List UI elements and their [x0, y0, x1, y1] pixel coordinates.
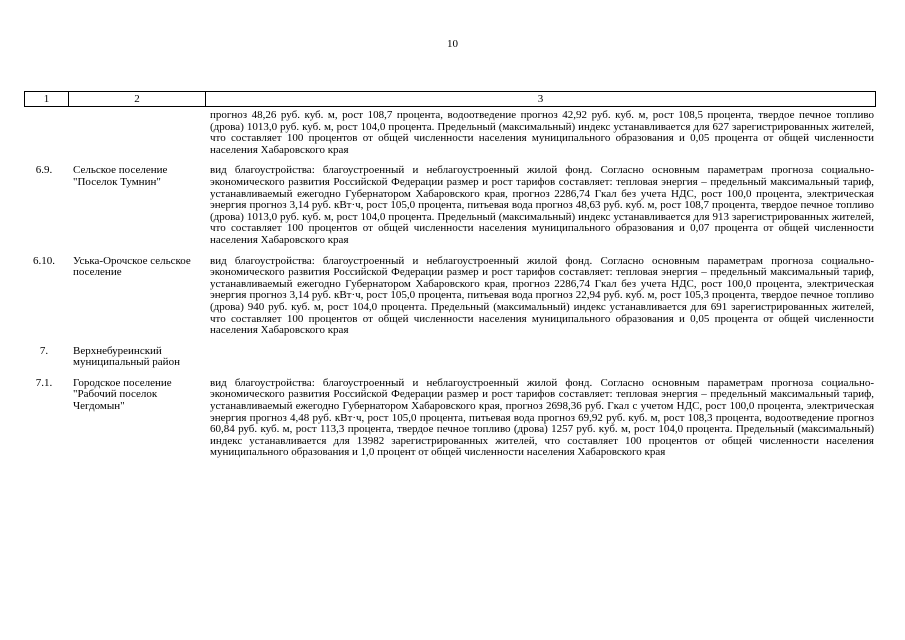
page-number: 10 — [447, 38, 458, 50]
municipality-name: Сельское поселение "Поселок Тумнин" — [73, 164, 168, 188]
row-number — [24, 110, 68, 156]
row-description: прогноз 48,26 руб. куб. м, рост 108,7 процента, водоотведение прогноз 42,92 руб. куб. м, рост 108,5 процента, твердое печное топливо (дрова) 1013,0 руб. куб. м, рост 104,0 процента. Предельный (максимальный) индекс устанавливается для 627 зарегистрированных жителей, что составляет 100 процентов от общей численности населения муниципального образования и 0,05 процента от общей численности населения Хабаровского края — [210, 109, 874, 156]
municipality-name: Верхнебуреинский муниципальный район — [73, 344, 180, 369]
table-row — [24, 378, 876, 459]
row-description — [205, 346, 876, 369]
row-number: 7. — [39, 344, 49, 357]
row-description: вид благоустройства: благоустроенный и неблагоустроенный жилой фонд. Согласно основным параметрам прогноза социально-экономического развития Российской Федерации размер и рост тарифов составляет: тепловая энергия – предельный максимальный тариф, устанавливаемый ежегодно Губернатором Хабаровского края, прогноз 2286,74 Гкал без учета НДС, рост 100,0 процента, электрическая энергия прогноз 3,14 руб. кВт·ч, рост 105,0 процента, питьевая вода прогноз 48,63 руб. куб. м, рост 108,7 процента, твердое печное топливо (дрова) 1013,0 руб. куб. м, рост 104,0 процента. Предельный (максимальный) индекс устанавливается для 913 зарегистрированных жителей, что составляет 100 процентов от общей численности населения муниципального образования и 0,07 процента от общей численности населения Хабаровского края — [210, 164, 874, 246]
row-description: вид благоустройства: благоустроенный и неблагоустроенный жилой фонд. Согласно основным параметрам прогноза социально-экономического развития Российской Федерации размер и рост тарифов составляет: тепловая энергия – предельный максимальный тариф, устанавливаемый ежегодно Губернатором Хабаровского края, прогноз 2286,74 Гкал без учета НДС, рост 100,0 процента, электрическая энергия прогноз 3,14 руб. кВт·ч, рост 105,0 процента, питьевая вода прогноз 22,94 руб. куб. м, рост 105,3 процента, твердое печное топливо (дрова) 940 руб. куб. м, рост 104,0 процента. Предельный (максимальный) индекс устанавливается для 691 зарегистрированных жителей, что составляет 100 процентов от общей численности населения муниципального образования и 0,05 процента от общей численности населения Хабаровского края — [210, 254, 874, 337]
row-number: 6.9. — [35, 164, 53, 177]
table-header-col-2: 2 — [69, 92, 206, 106]
table-header-col-3: 3 — [537, 93, 544, 105]
table-row — [24, 346, 876, 369]
row-number: 7.1. — [35, 376, 53, 389]
table-header-col-1: 1 — [25, 92, 69, 106]
table-row — [24, 110, 876, 156]
table-row — [24, 165, 876, 246]
municipality-name: Городское поселение "Рабочий поселок Чегдомын" — [73, 376, 172, 413]
table-row — [24, 256, 876, 337]
row-description: вид благоустройства: благоустроенный и неблагоустроенный жилой фонд. Согласно основным параметрам прогноза социально-экономического развития Российской Федерации размер и рост тарифов составляет: тепловая энергия – предельный максимальный тариф, устанавливаемый ежегодно Губернатором Хабаровского края, прогноз 2698,36 руб. Гкал с учетом НДС, рост 100,0 процента, электрическая энергия прогноз 4,48 руб. кВт·ч, рост 105,0 процента, питьевая вода прогноз 69,92 руб. куб. м, рост 108,3 процента, водоотведение прогноз 60,84 руб. куб. м, рост 113,3 процента, твердое печное топливо (дрова) 1257 руб. куб. м, рост 104,0 процента. Предельный (максимальный) индекс устанавливается для 13982 зарегистрированных жителей, что составляет 100 процентов от общей численности населения муниципального образования и 1,0 процент от общей численности населения Хабаровского края — [210, 376, 874, 459]
row-number: 6.10. — [33, 254, 55, 267]
municipality-name — [68, 110, 205, 156]
table-body — [24, 110, 876, 468]
table-header-row — [24, 91, 876, 107]
municipality-name: Уська-Орочское сельское поселение — [73, 254, 191, 279]
